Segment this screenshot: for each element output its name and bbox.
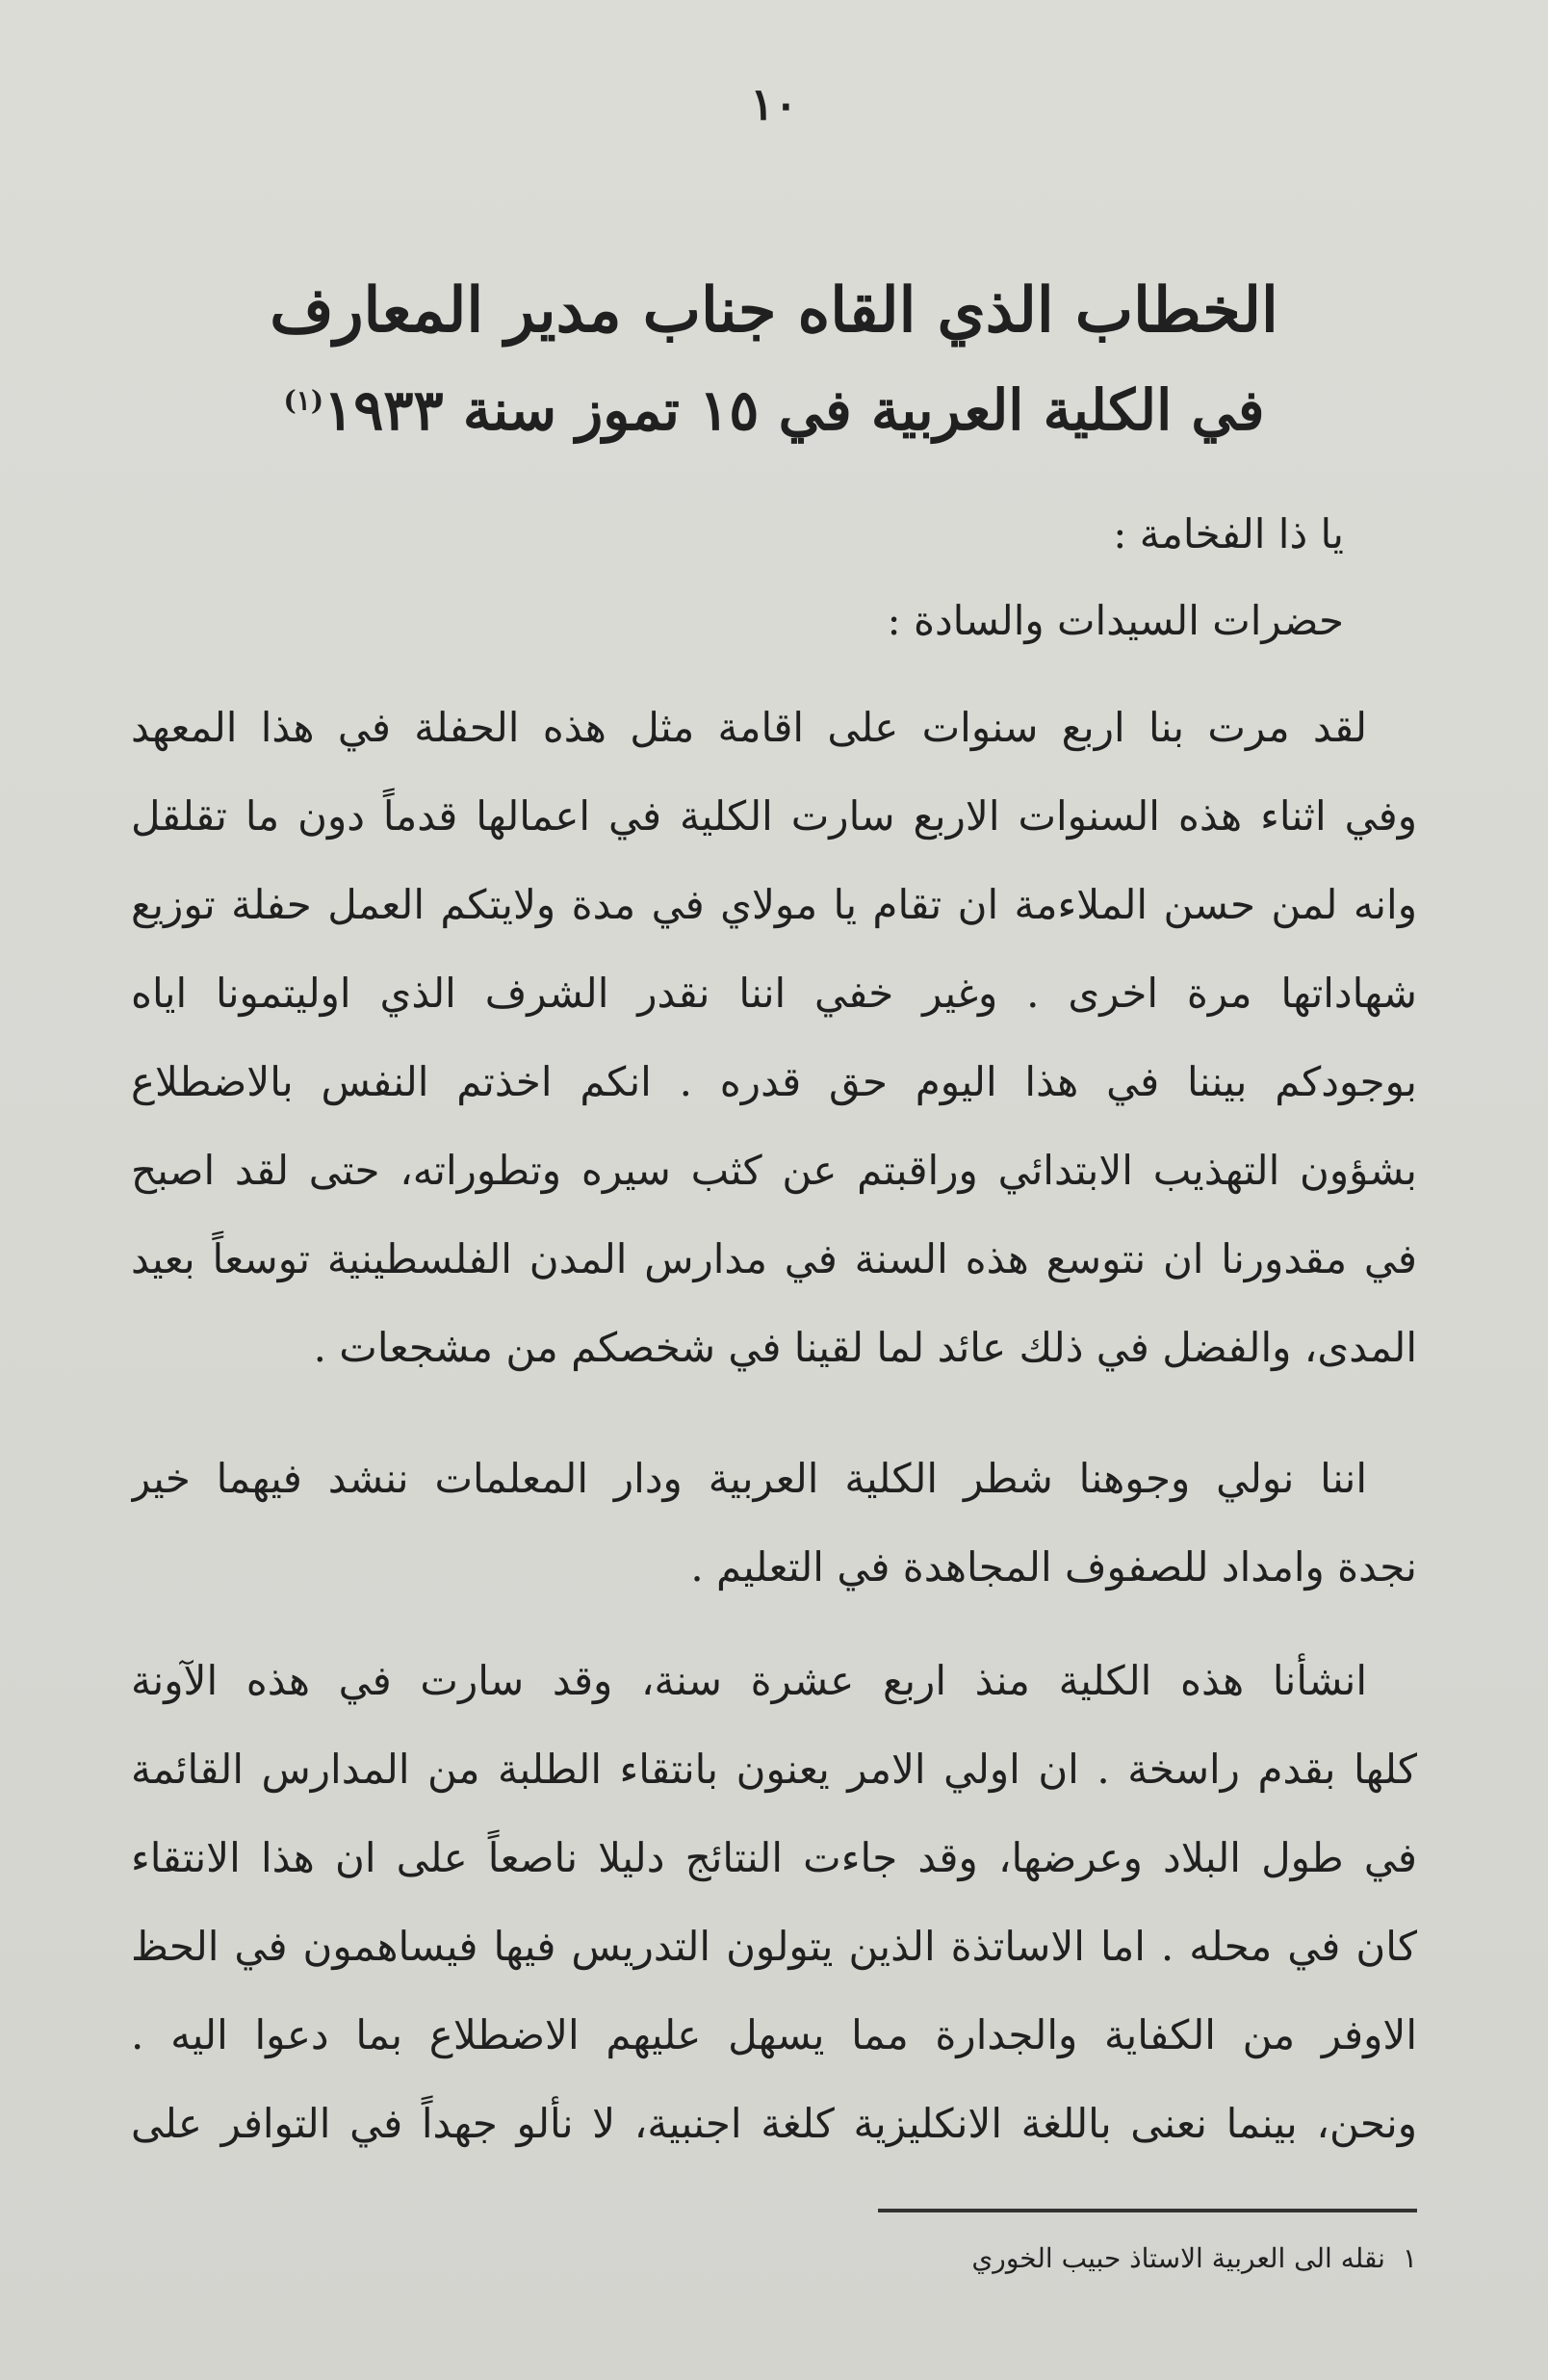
- page-number: ١٠: [750, 78, 798, 130]
- text-line: وانه لمن حسن الملاءمة ان تقام يا مولاي في مدة ولايتكم العمل حفلة توزيع: [131, 881, 1417, 928]
- text-line: في مقدورنا ان نتوسع هذه السنة في مدارس المدن الفلسطينية توسعاً بعيد: [131, 1235, 1417, 1282]
- text-line: نجدة وامداد للصفوف المجاهدة في التعليم .: [690, 1543, 1417, 1591]
- text-line: في طول البلاد وعرضها، وقد جاءت النتائج دليلا ناصعاً على ان هذا الانتقاء: [131, 1834, 1417, 1881]
- salutation-excellency: يا ذا الفخامة :: [1113, 510, 1344, 557]
- text-line: كان في محله . اما الاساتذة الذين يتولون التدريس فيها فيساهمون في الحظ: [131, 1923, 1417, 1970]
- paragraph-1: [131, 684, 1417, 1392]
- text-line: بشؤون التهذيب الابتدائي وراقبتم عن كثب سيره وتطوراته، حتى لقد اصبح: [131, 1147, 1417, 1194]
- text-line: الاوفر من الكفاية والجدارة مما يسهل عليهم الاضطلاع بما دعوا اليه .: [131, 2011, 1417, 2058]
- text-line: شهاداتها مرة اخرى . وغير خفي اننا نقدر الشرف الذي اوليتمونا اياه: [131, 970, 1417, 1017]
- text-line: المدى، والفضل في ذلك عائد لما لقينا في شخصكم من مشجعات .: [313, 1324, 1417, 1371]
- text-line: اننا نولي وجوهنا شطر الكلية العربية ودار المعلمات ننشد فيهما خير: [131, 1455, 1367, 1502]
- speech-title: الخطاب الذي القاه جناب مدير المعارف: [270, 274, 1278, 347]
- footnote-number: ١: [1402, 2242, 1417, 2274]
- text-line: وفي اثناء هذه السنوات الاربع سارت الكلية في اعمالها قدماً دون ما تقلقل: [131, 792, 1417, 840]
- footnote-reference: (١): [283, 384, 324, 417]
- speech-subtitle: [173, 377, 1375, 445]
- footnote: [971, 2241, 1417, 2276]
- salutation-ladies-gentlemen: حضرات السيدات والسادة :: [887, 597, 1344, 644]
- footnote-divider: [878, 2209, 1417, 2212]
- text-line: كلها بقدم راسخة . ان اولي الامر يعنون بانتقاء الطلبة من المدارس القائمة: [131, 1746, 1417, 1793]
- text-line: ونحن، بينما نعنى باللغة الانكليزية كلغة اجنبية، لا نألو جهداً في التوافر على: [131, 2100, 1417, 2147]
- subtitle-text: في الكلية العربية في ١٥ تموز سنة ١٩٣٣: [323, 377, 1265, 443]
- text-line: بوجودكم بيننا في هذا اليوم حق قدره . انكم اخذتم النفس بالاضطلاع: [131, 1058, 1417, 1105]
- footnote-text: نقله الى العربية الاستاذ حبيب الخوري: [971, 2242, 1385, 2274]
- text-line: لقد مرت بنا اربع سنوات على اقامة مثل هذه الحفلة في هذا المعهد: [131, 704, 1367, 751]
- paragraph-2: [131, 1435, 1417, 1612]
- text-line: انشأنا هذه الكلية منذ اربع عشرة سنة، وقد سارت في هذه الآونة: [131, 1657, 1367, 1704]
- paragraph-3: [131, 1637, 1417, 2168]
